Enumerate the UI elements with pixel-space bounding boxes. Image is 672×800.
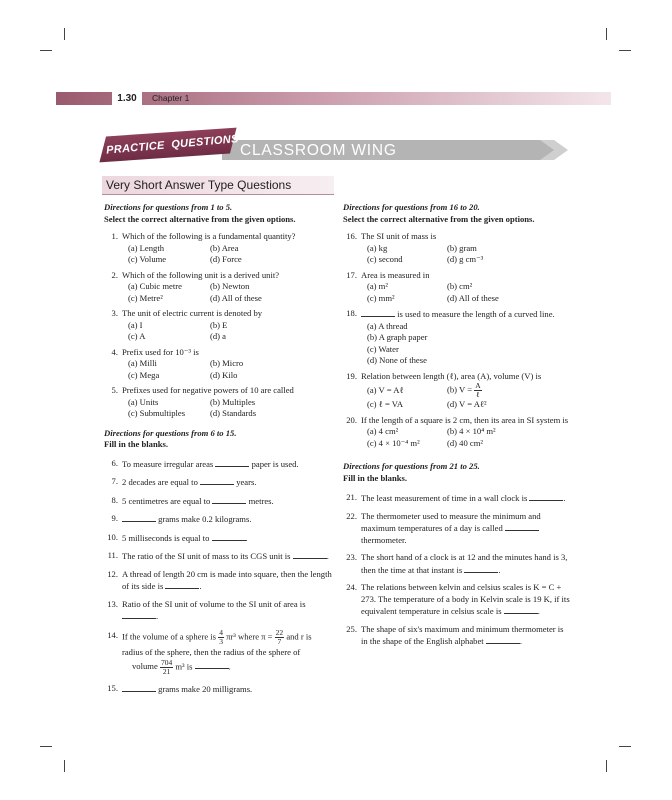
crop-mark: [64, 760, 65, 772]
crop-mark: [606, 760, 607, 772]
question: 2. Which of the following unit is a derived unit? (a) Cubic metre (b) Newton (c) Metre² (d) All of these: [111, 269, 280, 303]
directions: Directions for questions from 16 to 20.: [343, 202, 480, 212]
question: 23. The short hand of a clock is at 12 and the minutes hand is 3, then the time at that instant is .: [346, 552, 568, 575]
question: 20. If the length of a square is 2 cm, then its area in SI system is (a) 4 cm² (b) 4 × 10⁴ m² (c) 4 × 10⁻⁴ m² (d) 40 cm²: [346, 414, 569, 448]
question: 11. The ratio of the SI unit of mass to its CGS unit is .: [107, 550, 329, 561]
instruction: Fill in the blanks.: [343, 472, 407, 483]
question: 18. is used to measure the length of a curved line. (a) A thread (b) A graph paper (c) Water (d) None of these: [346, 308, 555, 365]
right-column: [343, 202, 571, 648]
banner-title: CLASSROOM WING: [240, 142, 397, 159]
question: 9. grams make 0.2 kilograms.: [111, 513, 252, 524]
instruction: Fill in the blanks.: [104, 439, 168, 449]
crop-mark: [64, 28, 65, 40]
left-column: [104, 202, 332, 695]
directions: Directions for questions from 21 to 25.: [343, 461, 480, 471]
crop-mark: [40, 746, 52, 747]
page-number: 1.30: [112, 91, 142, 106]
question: 17. Area is measured in (a) m² (b) cm² (c) mm² (d) All of these: [346, 269, 499, 303]
question: 14. If the volume of a sphere is $\frac{4}{3}$ πr³ where π = $\frac{22}{7}$ and r is radius of the sphere, then the radius of the sphere of volume $\frac{704}{21}$ m³ is .: [107, 627, 312, 676]
crop-mark: [619, 50, 631, 51]
question: 4. Prefix used for 10⁻³ is (a) Milli (b) Micro (c) Mega (d) Kilo: [111, 346, 244, 380]
instruction: Select the correct alternative from the given options.: [343, 213, 535, 224]
question: 1. Which of the following is a fundamental quantity? (a) Length (b) Area (c) Volume (d) Force: [111, 231, 296, 264]
question: 13. Ratio of the SI unit of volume to the SI unit of area is .: [107, 598, 306, 621]
question: 5. Prefixes used for negative powers of 10 are called (a) Units (b) Multiples (c) Submultiples (d) Standards: [111, 385, 294, 418]
question: 19. Relation between length (ℓ), area (A), volume (V) is (a) V = Aℓ (b) V = $\frac{A}{\text{ℓ}}$ (c) ℓ = VA (d) V = Aℓ²: [346, 370, 542, 409]
question: 3. The unit of electric current is denoted by (a) I (b) E (c) A (d) a: [111, 308, 263, 341]
question: 7. 2 decades are equal to years.: [111, 476, 257, 487]
question: 25. The shape of six's maximum and minimum thermometer is in the shape of the English alphabet .: [346, 623, 564, 646]
chapter-label: Chapter 1: [152, 93, 190, 103]
question: 12. A thread of length 20 cm is made into square, then the length of its side is .: [107, 568, 332, 591]
practice-questions-text: PRACTICE QUESTIONS: [105, 133, 240, 157]
question: 6. To measure irregular areas paper is used.: [111, 457, 299, 469]
question: 21. The least measurement of time in a wall clock is .: [346, 492, 566, 503]
question: 10. 5 milliseconds is equal to .: [107, 531, 248, 543]
question: 8. 5 centimetres are equal to metres.: [111, 494, 274, 506]
question: 15. grams make 20 milligrams.: [107, 682, 253, 694]
question: 16. The SI unit of mass is (a) kg (b) gram (c) second (d) g cm⁻³: [346, 231, 484, 264]
instruction: Select the correct alternative from the given options.: [104, 213, 296, 224]
directions: Directions for questions from 6 to 15.: [104, 427, 237, 438]
directions: Directions for questions from 1 to 5.: [104, 202, 233, 212]
question: 22. The thermometer used to measure the minimum and maximum temperatures of a day is called thermometer.: [346, 510, 541, 545]
question: 24. The relations between kelvin and celsius scales is K = C + 273. The temperature of a body in Kelvin scale is 19 K, if its equivalent temperature in celsius scale is .: [346, 582, 570, 616]
crop-mark: [619, 746, 631, 747]
section-title: Very Short Answer Type Questions: [106, 178, 292, 192]
crop-mark: [606, 28, 607, 40]
crop-mark: [40, 50, 52, 51]
